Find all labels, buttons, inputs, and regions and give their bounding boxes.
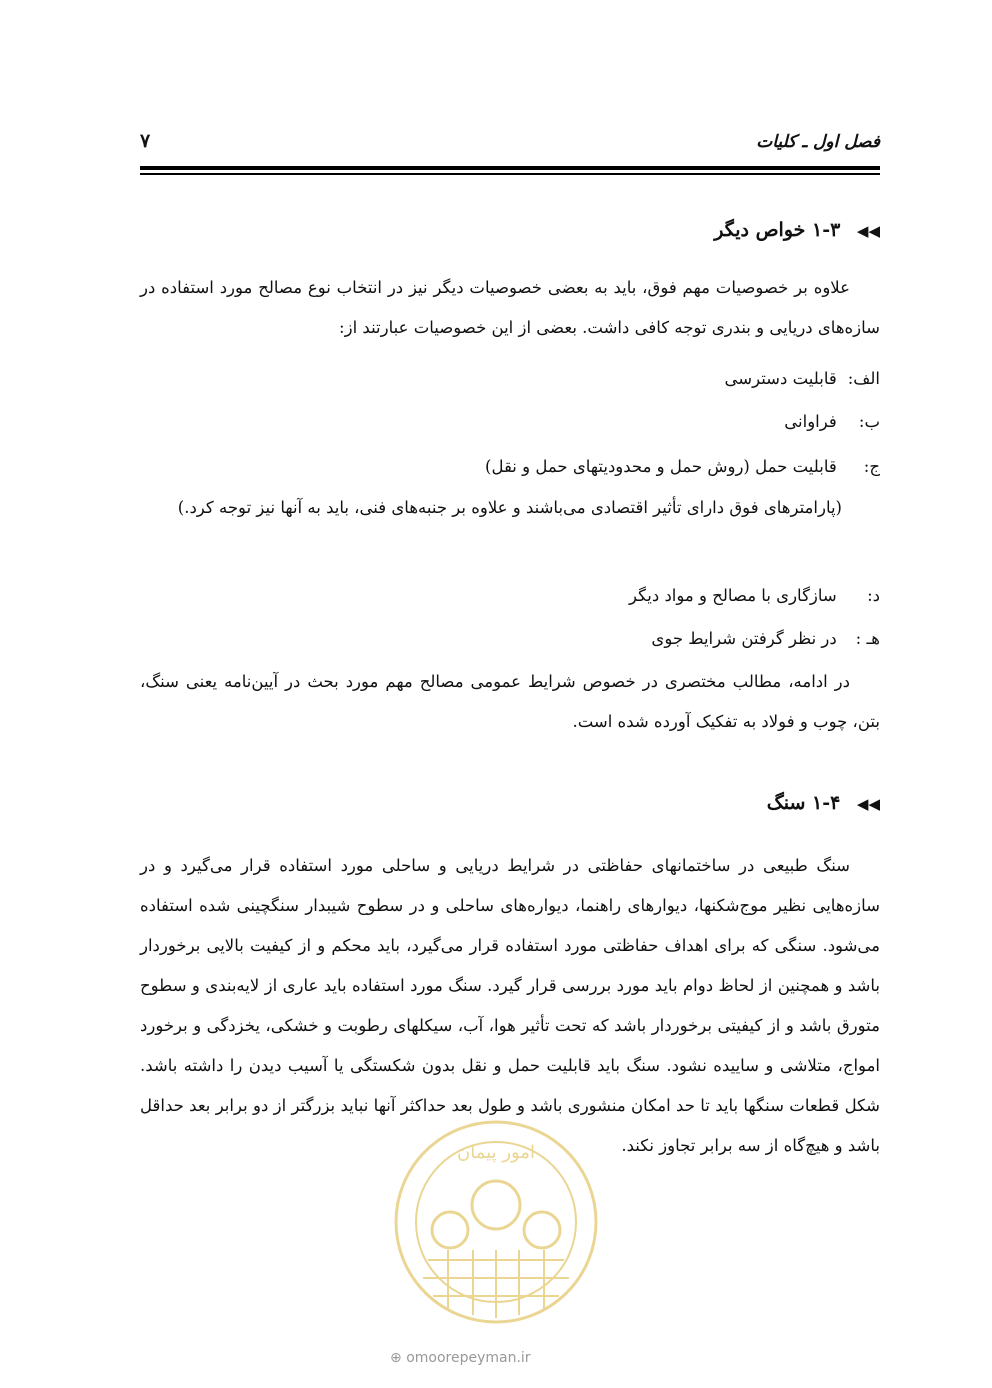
list-item-he: [140, 619, 880, 659]
closing-paragraph: در ادامه، مطالب مختصری در خصوص شرایط عمومی مصالح مهم مورد بحث در آیین‌نامه یعنی سنگ، بتن، چوب و فولاد به تفکیک آورده شده است.: [140, 672, 880, 731]
note-paragraph: (پارامترهای فوق دارای تأثیر اقتصادی می‌باشند و علاوه بر جنبه‌های فنی، باید به آنها نیز توجه کرد.): [177, 498, 842, 517]
stone-paragraph: سنگ طبیعی در ساختمانهای حفاظتی در شرایط دریایی و ساحلی مورد استفاده قرار می‌گیرد و در سازه‌هایی نظیر موج‌شکنها، دیوارهای راهنما، دیواره‌های ساحلی و در سطوح شیبدار سنگچینی شده استفاده می‌شود. سنگی که برای اهداف حفاظتی مورد استفاده قرار می‌گیرد، باید محکم و از کیفیت بالایی برخوردار باشد و همچنین از لحاظ دوام باید مورد بررسی قرار گیرد. سنگ مورد استفاده باید عاری از لایه‌بندی و سطوح متورق باشد و از کیفیتی برخوردار باشد که تحت تأثیر هوا، آب، سیکلهای رطوبت و خشکی، یخزدگی و برخورد امواج، متلاشی و ساییده نشود. سنگ باید قابلیت حمل و نقل بدون شکستگی یا آسیب دیدن را داشته باشد. شکل قطعات سنگها باید تا حد امکان منشوری باشد و طول بعد حداکثر آنها نباید بزرگتر از دو برابر بعد حداقل باشد و هیچ‌گاه از سه برابر تجاوز نکند.: [140, 856, 880, 1155]
watermark-logo-icon: [378, 1110, 614, 1340]
watermark-logo-text: امور پیمان: [457, 1142, 535, 1163]
double-arrow-marker-icon: ◀◀: [856, 795, 880, 813]
list-item-alef: [140, 359, 880, 399]
list-label: ج:: [863, 457, 880, 476]
section-title: ۱-۳ خواص دیگر: [714, 219, 841, 241]
list-item-jim: [140, 447, 880, 487]
header-rule-thin: [140, 173, 880, 175]
list-item-dal: [140, 576, 880, 616]
intro-paragraph: علاوه بر خصوصیات مهم فوق، باید به بعضی خصوصیات دیگر نیز در انتخاب نوع مصالح مورد استفاده در سازه‌های دریایی و بندری توجه کافی داشت. بعضی از این خصوصیات عبارتند از:: [140, 278, 880, 337]
section-heading-1-3: [714, 219, 880, 241]
list-label: الف:: [847, 369, 880, 388]
list-text: فراوانی: [784, 412, 837, 431]
list-text: قابلیت حمل (روش حمل و محدودیتهای حمل و نقل): [485, 457, 837, 476]
header-rule-thick: [140, 166, 880, 170]
watermark-site: ⊕ omoorepeyman.ir: [390, 1350, 531, 1366]
list-label: د:: [867, 586, 880, 605]
list-text: قابلیت دسترسی: [724, 369, 837, 388]
list-label: ب:: [858, 412, 880, 431]
list-item-be: [140, 402, 880, 442]
section-title: ۱-۴ سنگ: [766, 792, 841, 814]
list-text: در نظر گرفتن شرایط جوی: [651, 629, 837, 648]
page-number: ۷: [140, 130, 151, 152]
running-title: فصل اول ـ کلیات: [756, 132, 880, 152]
list-label: هـ :: [855, 629, 880, 648]
double-arrow-marker-icon: ◀◀: [856, 222, 880, 240]
list-text: سازگاری با مصالح و مواد دیگر: [629, 586, 837, 605]
globe-icon: ⊕: [390, 1350, 402, 1366]
section-heading-1-4: [767, 792, 880, 814]
